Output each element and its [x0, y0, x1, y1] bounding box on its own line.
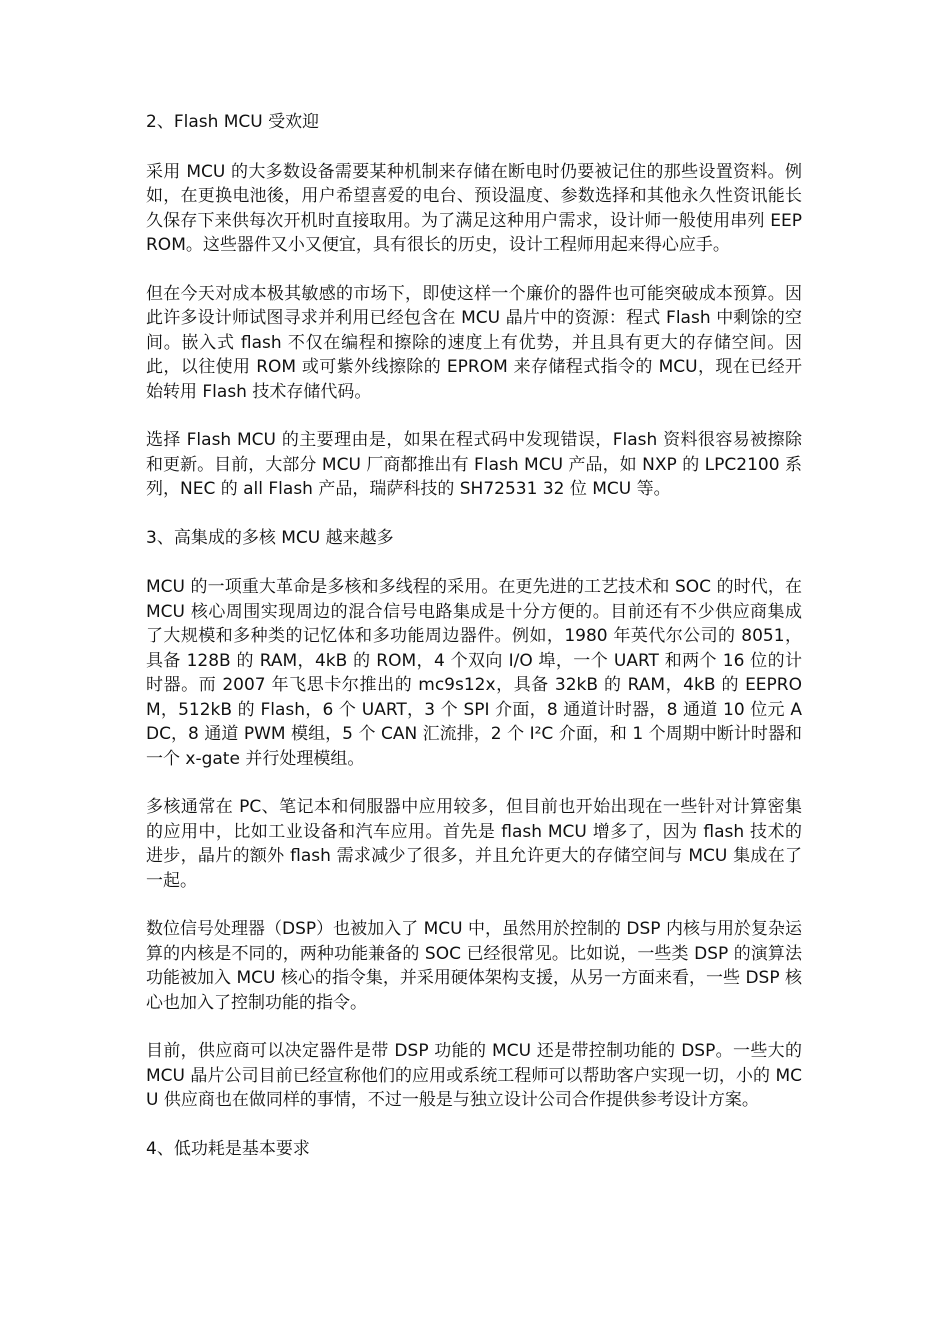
paragraph: 目前，供应商可以决定器件是带 DSP 功能的 MCU 还是带控制功能的 DSP。一些大的 MCU 晶片公司目前已经宣称他们的应用或系统工程师可以帮助客户实现一切，小的 MCU 供应商也在做同样的事情，不过一般是与独立设计公司合作提供参考设计方案。 [146, 1041, 802, 1110]
section-heading-flash-mcu: 2、Flash MCU 受欢迎 [146, 112, 320, 132]
paragraph: 数位信号处理器（DSP）也被加入了 MCU 中，虽然用於控制的 DSP 内核与用於复杂运算的内核是不同的，两种功能兼备的 SOC 已经很常见。比如说，一些类 DSP 的演算法功能被加入 MCU 核心的指令集，并采用硬体架构支援，从另一方面来看，一些 DSP 核心也加入了控制功能的指令。 [146, 919, 802, 1013]
section-heading-multicore-mcu: 3、高集成的多核 MCU 越来越多 [146, 527, 394, 548]
paragraph: MCU 的一项重大革命是多核和多线程的采用。在更先进的工艺技术和 SOC 的时代，在 MCU 核心周围实现周边的混合信号电路集成是十分方便的。目前还有不少供应商集成了大规模和多种类的记忆体和多功能周边器件。例如，1980 年英代尔公司的 8051，具备 128B 的 RAM，4kB 的 ROM，4 个双向 I/O 埠，一个 UART 和两个 16 位的计时器。而 2007 年飞思卡尔推出的 mc9s12x，具备 32kB 的 RAM，4kB 的 EEPROM，512kB 的 Flash，6 个 UART，3 个 SPI 介面，8 通道计时器，8 通道 10 位元 ADC，8 通道 PWM 模组，5 个 CAN 汇流排，2 个 I²C 介面，和 1 个周期中断计时器和一个 x-gate 并行处理模组。 [146, 577, 802, 769]
paragraph: 但在今天对成本极其敏感的市场下，即使这样一个廉价的器件也可能突破成本预算。因此许多设计师试图寻求并利用已经包含在 MCU 晶片中的资源：程式 Flash 中剩馀的空间。嵌入式 flash 不仅在编程和擦除的速度上有优势，并且具有更大的存储空间。因此，以往使用 ROM 或可紫外线擦除的 EPROM 来存储程式指令的 MCU，现在已经开始转用 Flash 技术存储代码。 [146, 283, 802, 402]
document-body [146, 110, 802, 1186]
paragraph: 选择 Flash MCU 的主要理由是，如果在程式码中发现错误，Flash 资料很容易被擦除和更新。目前，大部分 MCU 厂商都推出有 Flash MCU 产品，如 NXP 的 LPC2100 系列，NEC 的 all Flash 产品，瑞萨科技的 SH72531 32 位 MCU 等。 [146, 430, 802, 499]
paragraph: 多核通常在 PC、笔记本和伺服器中应用较多，但目前也开始出现在一些针对计算密集的应用中，比如工业设备和汽车应用。首先是 flash MCU 增多了，因为 flash 技术的进步，晶片的额外 flash 需求减少了很多，并且允许更大的存储空间与 MCU 集成在了一起。 [146, 797, 802, 891]
section-heading-low-power: 4、低功耗是基本要求 [146, 1138, 310, 1159]
paragraph: 采用 MCU 的大多数设备需要某种机制来存储在断电时仍要被记住的那些设置资料。例如，在更换电池後，用户希望喜爱的电台、预设温度、参数选择和其他永久性资讯能长久保存下来供每次开机时直接取用。为了满足这种用户需求，设计师一般使用串列 EEPROM。这些器件又小又便宜，具有很长的历史，设计工程师用起来得心应手。 [146, 161, 802, 255]
